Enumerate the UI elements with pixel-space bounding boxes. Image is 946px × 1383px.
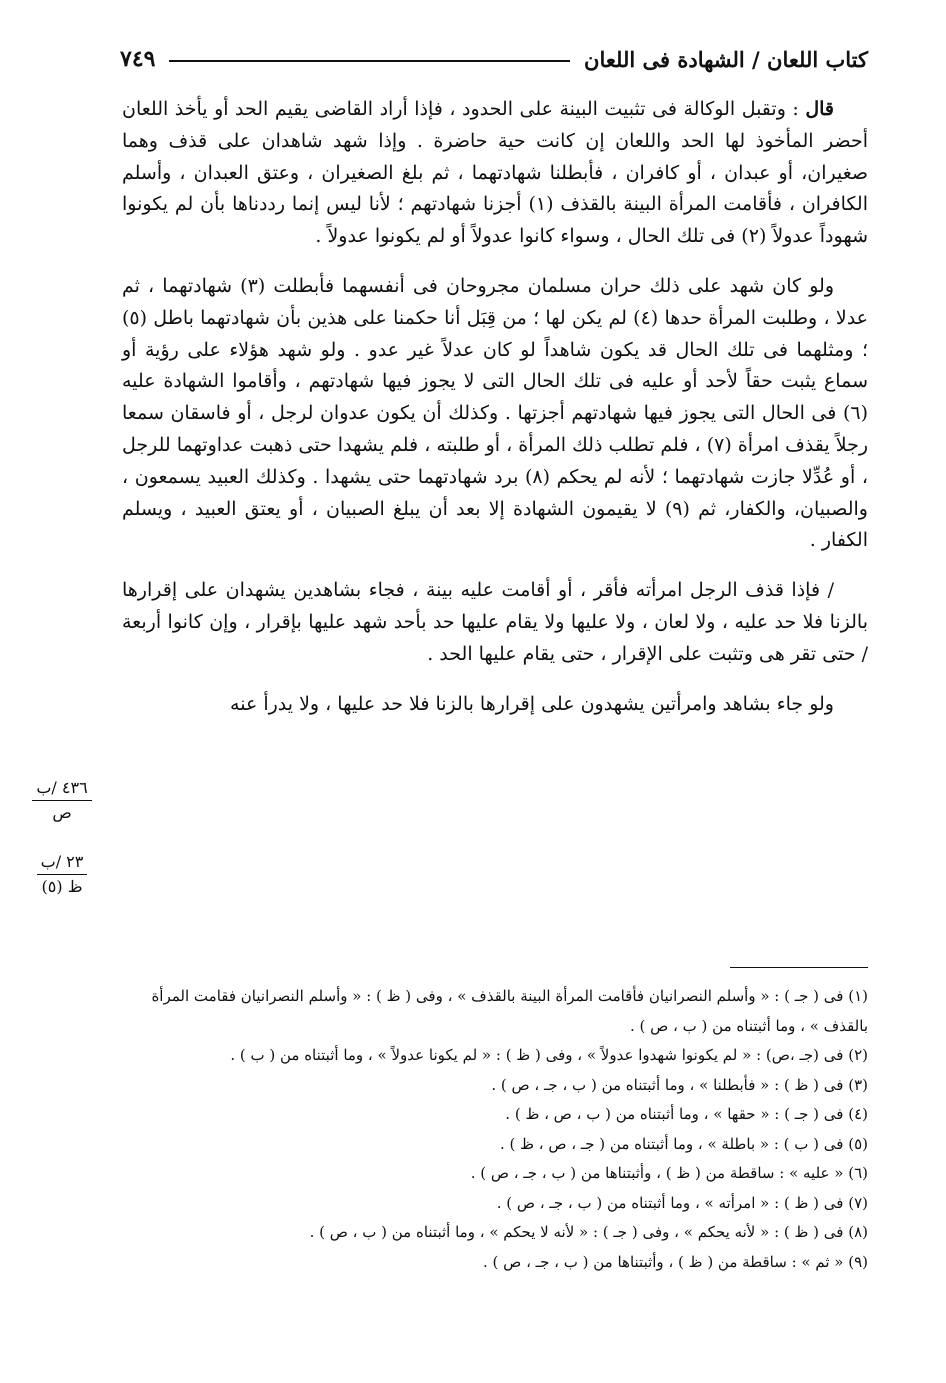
lead-word: قال — [805, 98, 834, 120]
footnote-5: (٥) فى ( ب ) : « باطلة » ، وما أثبتناه من ( جـ ، ص ، ظ ) . — [499, 1134, 868, 1153]
footnote-9: (٩) « ثم » : ساقطة من ( ظ ) ، وأثبتناها من ( ب ، جـ ، ص ) . — [483, 1252, 868, 1271]
page-header — [120, 40, 868, 78]
footnote-2: (٢) فى (جـ ،ص) : « لم يكونوا شهدوا عدولاً » ، وفى ( ظ ) : « لم يكونا عدولاً » ، وما أثبتناه من ( ب ) . — [230, 1046, 868, 1064]
footnote-7: (٧) فى ( ظ ) : « امرأته » ، وما أثبتناه من ( ب ، جـ ، ص ) . — [496, 1193, 868, 1212]
paragraph-4: ولو جاء بشاهد وامرأتين يشهدون على إقرارها بالزنا فلا حد عليها ، ولا يدرأ عنه — [230, 692, 834, 715]
paragraph-3: / فإذا قذف الرجل امرأته فأقر ، أو أقامت عليه بينة ، فجاء بشاهدين يشهدان على إقرارها بالزنا فلا حد عليه ، ولا لعان ، ولا عليها ولا يقام عليها حد بأحد شهد عليها بإقرار ، وإن كانوا أربعة / حتى تقر هى وتثبت على الإقرار ، حتى يقام عليها الحد . — [122, 579, 868, 665]
footnote-4: (٤) فى ( جـ ) : « حقها » ، وما أثبتناه من ( ب ، ص ، ظ ) . — [505, 1105, 868, 1123]
margin-note-1-numerator: ٤٣٦ /ب — [32, 778, 91, 801]
footnote-8: (٨) فى ( ظ ) : « لأنه يحكم » ، وفى ( جـ ) : « لأنه لا يحكم » ، وما أثبتناه من ( ب ، ص ) . — [309, 1223, 868, 1241]
margin-note-1-denominator: ص — [52, 803, 72, 822]
footnote-separator — [730, 967, 868, 968]
paragraph-1: قال : وتقبل الوكالة فى تثبيت البينة على الحدود ، فإذا أراد القاضى يقيم الحد أو يأخذ اللعان أحضر المأخوذ لها الحد واللعان إن كانت حية حاضرة . وإذا شهد شاهدان على قذف وهما صغيران، أو عبدان ، أو كافران ، فأبطلنا شهادتهما ، ثم بلغ الصغيران ، وعتق العبدان ، وأسلم الكافران ، فأقامت المرأة البينة بالقذف (١) أجزنا شهادتهم ؛ لأنا ليس إنما رددناها بأن لم يكونوا شهوداً عدولاً (٢) فى تلك الحال ، وسواء كانوا عدولاً أو لم يكونوا عدولاً . — [122, 98, 868, 248]
page-number: ٧٤٩ — [120, 46, 156, 72]
margin-note-2-denominator: ظ (٥) — [41, 877, 83, 896]
footnote-3: (٣) فى ( ظ ) : « فأبطلنا » ، وما أثبتناه من ( ب ، جـ ، ص ) . — [491, 1075, 868, 1094]
footnote-6: (٦) « عليه » : ساقطة من ( ظ ) ، وأثبتناها من ( ب ، جـ ، ص ) . — [470, 1164, 868, 1182]
running-title: كتاب اللعان / الشهادة فى اللعان — [584, 46, 868, 72]
main-text — [122, 94, 868, 720]
footnote-1: (١) فى ( جـ ) : « وأسلم النصرانيان فأقامت المرأة البينة بالقذف » ، وفى ( ظ ) : « وأسلم النصرانيان فقامت المرأة بالقذف » ، وما أثبتناه من ( ب ، ص ) . — [151, 987, 868, 1035]
paragraph-2: ولو كان شهد على ذلك حران مسلمان مجروحان فى أنفسهما فأبطلت (٣) شهادتهما ، ثم عدلا ، وطلبت المرأة حدها (٤) لم يكن لها ؛ من قِبَل أنا حكمنا على هذين بأن شهادتهما باطل (٥) ؛ ومثلهما فى تلك الحال قد يكون شاهداً لو كان عدلاً غير عدو . ولو شهد هؤلاء على رؤية أو سماع يثبت حقاً لأحد أو عليه فى تلك الحال التى لا يجوز فيها شهادتهم ، وأقاموا الشهادة عليه (٦) فى الحال التى يجوز فيها شهادتهم أجزتها . وكذلك أن يكون عدوان لرجل ، أو فاسقان سمعا رجلاً يقذف امرأة (٧) ، فلم تطلب ذلك المرأة ، أو طلبته ، فلم يشهدا حتى ذهبت عداوتهما للرجل ، أو عُدِّلا جازت شهادتهما ؛ لأنه لم يحكم (٨) برد شهادتهما حتى يشهدا . وكذلك العبيد يسمعون ، والصبيان، والكفار، ثم (٩) لا يقيمون الشهادة إلا بعد أن يبلغ الصبيان ، أو يعتق العبيد ، ويسلم الكفار . — [122, 274, 869, 552]
margin-folio-note-2 — [22, 852, 102, 897]
margin-note-2-numerator: ٢٣ /ب — [37, 852, 88, 875]
margin-folio-note-1 — [22, 778, 102, 823]
footnotes — [120, 982, 868, 1277]
header-rule — [169, 60, 570, 62]
